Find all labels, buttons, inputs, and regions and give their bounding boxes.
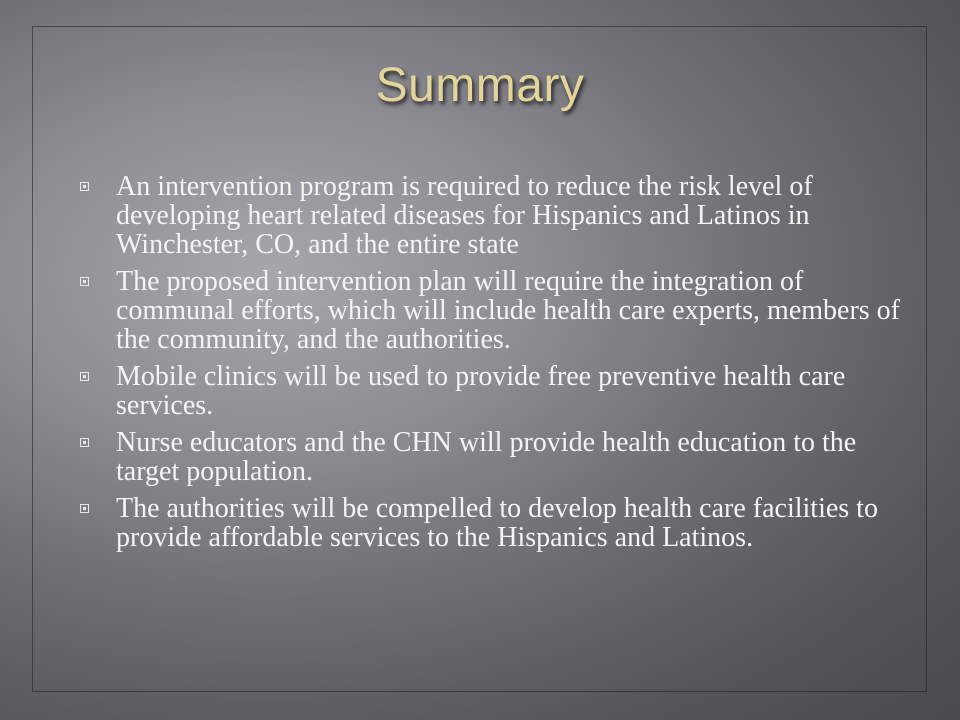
- bullet-list: [80, 172, 920, 560]
- slide-title: Summary: [375, 59, 585, 112]
- bullet-text: Mobile clinics will be used to provide free preventive health care services.: [116, 361, 846, 421]
- bullet-item: [80, 172, 920, 259]
- bullet-text: The proposed intervention plan will require the integration of communal efforts, which will include health care experts, members of the community, and the authorities.: [116, 266, 900, 355]
- bullet-text: An intervention program is required to reduce the risk level of developing heart related diseases for Hispanics and Latinos in Winchester, CO, and the entire state: [116, 171, 813, 260]
- bullet-text: The authorities will be compelled to develop health care facilities to provide affordable services to the Hispanics and Latinos.: [116, 493, 878, 553]
- square-bullet-icon: [80, 504, 89, 513]
- bullet-item: [80, 494, 920, 552]
- square-bullet-icon: [80, 182, 89, 191]
- bullet-item: [80, 428, 920, 486]
- square-bullet-icon: [80, 438, 89, 447]
- square-bullet-icon: [80, 372, 89, 381]
- bullet-item: [80, 267, 920, 354]
- bullet-item: [80, 362, 920, 420]
- square-bullet-icon: [80, 277, 89, 286]
- bullet-text: Nurse educators and the CHN will provide health education to the target population.: [116, 427, 857, 487]
